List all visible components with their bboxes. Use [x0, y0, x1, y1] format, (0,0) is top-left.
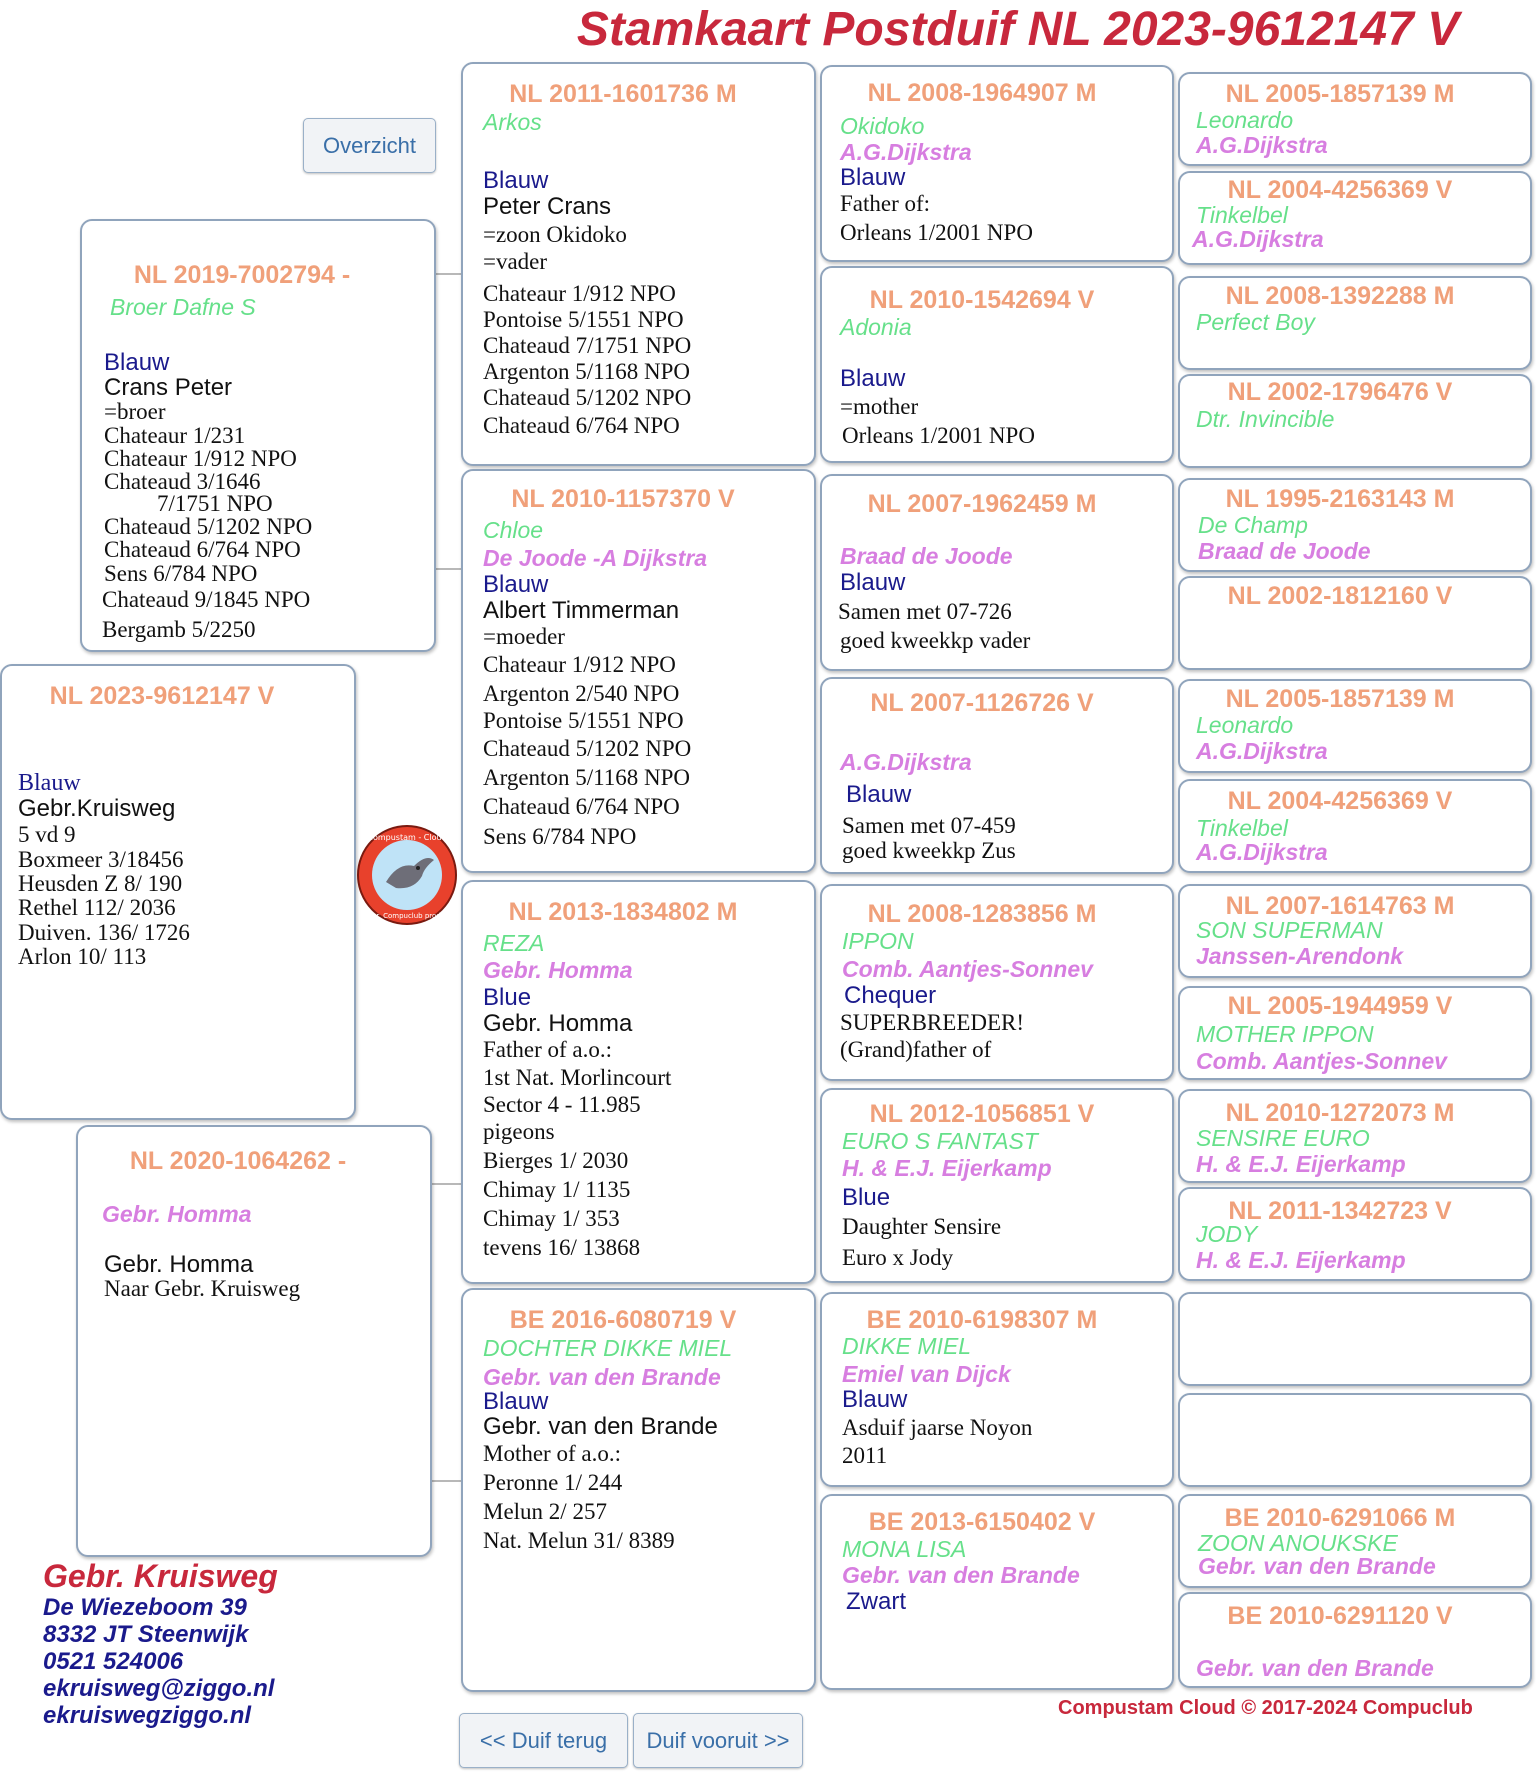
ring-number: NL 1995-2163143 M	[1225, 485, 1455, 513]
pigeon-name: Leonardo	[1196, 107, 1294, 133]
result-line: Samen met 07-459	[842, 813, 1016, 838]
result-line: Daughter Sensire	[842, 1214, 1002, 1239]
pigeon-name: Arkos	[483, 109, 542, 135]
pigeon-breeder: De Joode -A Dijkstra	[483, 545, 708, 571]
ring-number: NL 2008-1283856 M	[867, 900, 1097, 928]
ring-number: NL 2004-4256369 V	[1227, 787, 1453, 815]
result-line: Duiven. 136/ 1726	[18, 920, 190, 945]
ring-number: BE 2013-6150402 V	[868, 1508, 1096, 1536]
pigeon-card-subject[interactable]	[0, 664, 356, 1120]
next-pigeon-button[interactable]: Duif vooruit >>	[633, 1713, 803, 1768]
pigeon-card-gen3-6[interactable]	[820, 1088, 1174, 1283]
pigeon-breeder: Gebr. van den Brande	[1196, 1655, 1434, 1681]
pigeon-card-dam-sire[interactable]	[461, 880, 816, 1284]
pigeon-card-gen3-4[interactable]	[820, 677, 1174, 874]
owner-contact	[43, 1558, 278, 1729]
result-line: Chateaud 6/764 NPO	[483, 794, 680, 819]
copyright: Compustam Cloud © 2017-2024 Compuclub	[1058, 1697, 1473, 1719]
pigeon-owner: Albert Timmerman	[483, 597, 680, 624]
pigeon-owner: Gebr. Homma	[483, 1010, 633, 1037]
owner-email[interactable]: ekruisweg@ziggo.nl	[43, 1675, 275, 1702]
pigeon-card-gen4-13[interactable]	[1178, 1292, 1532, 1386]
pigeon-card-gen3-7[interactable]	[820, 1292, 1174, 1487]
pigeon-card-dam[interactable]	[76, 1125, 432, 1557]
result-line: Euro x Jody	[842, 1245, 954, 1270]
result-line: 5 vd 9	[18, 822, 76, 847]
owner-phone: 0521 524006	[43, 1648, 184, 1675]
ring-number: NL 2023-9612147 V	[49, 682, 275, 710]
pigeon-color: Chequer	[844, 982, 937, 1009]
pigeon-breeder: Gebr. Homma	[102, 1201, 252, 1227]
pigeon-card-gen4-11[interactable]	[1178, 1089, 1532, 1183]
ring-number: NL 2008-1964907 M	[867, 79, 1097, 107]
pigeon-name: De Champ	[1198, 512, 1308, 538]
ring-number: NL 2007-1614763 M	[1225, 892, 1455, 920]
pigeon-name: DOCHTER DIKKE MIEL	[483, 1335, 733, 1361]
pigeon-breeder: A.G.Dijkstra	[840, 749, 972, 775]
ring-number: BE 2010-6291120 V	[1227, 1602, 1453, 1630]
pigeon-name: MONA LISA	[842, 1536, 967, 1562]
result-line: Chimay 1/ 1135	[483, 1177, 631, 1202]
ring-number: NL 2007-1126726 V	[870, 689, 1094, 717]
result-line: Chateaud 3/1646	[104, 469, 261, 494]
result-line: Orleans 1/2001 NPO	[842, 423, 1035, 448]
ring-number: NL 2005-1944959 V	[1227, 992, 1453, 1020]
result-line: =mother	[840, 394, 919, 419]
result-line: tevens 16/ 13868	[483, 1235, 641, 1260]
pigeon-breeder: A.G.Dijkstra	[840, 139, 972, 165]
result-line: Chateaur 1/231	[104, 423, 246, 448]
pigeon-color: Blauw	[846, 781, 912, 808]
pigeon-name: MOTHER IPPON	[1196, 1021, 1374, 1047]
pigeon-card-gen4-16[interactable]	[1178, 1592, 1532, 1688]
pigeon-color: Blue	[842, 1184, 891, 1211]
pigeon-name: IPPON	[842, 928, 914, 954]
owner-street: De Wiezeboom 39	[43, 1594, 247, 1621]
result-line: Father of:	[840, 191, 931, 216]
pigeon-name: Leonardo	[1196, 712, 1294, 738]
compustam-logo-icon	[356, 824, 458, 926]
pigeon-card-gen4-6[interactable]	[1178, 576, 1532, 670]
pigeon-card-gen4-15[interactable]	[1178, 1494, 1532, 1588]
ring-number: NL 2011-1601736 M	[509, 80, 737, 108]
connector-dam-dam	[430, 1480, 462, 1482]
pigeon-owner: Peter Crans	[483, 193, 612, 220]
pigeon-breeder: H. & E.J. Eijerkamp	[1196, 1151, 1406, 1177]
ring-number: NL 2019-7002794 -	[133, 261, 351, 289]
pigeon-card-gen4-5[interactable]	[1178, 478, 1532, 572]
pigeon-name: Tinkelbel	[1196, 202, 1288, 228]
ring-number: NL 2004-4256369 V	[1227, 176, 1453, 204]
pigeon-name: Broer Dafne S	[110, 294, 256, 320]
result-line: Asduif jaarse Noyon	[842, 1415, 1033, 1440]
pigeon-color: Blauw	[18, 770, 81, 796]
result-line: Melun 2/ 257	[483, 1499, 607, 1524]
pigeon-breeder: H. & E.J. Eijerkamp	[1196, 1247, 1406, 1273]
prev-pigeon-button[interactable]: << Duif terug	[459, 1713, 628, 1768]
pigeon-color: Blauw	[104, 349, 170, 376]
result-line: Chateaur 1/912 NPO	[483, 652, 676, 677]
result-line: 7/1751 NPO	[157, 491, 273, 516]
pigeon-color: Blauw	[483, 1388, 549, 1415]
ring-number: NL 2012-1056851 V	[869, 1100, 1095, 1128]
result-line: Father of a.o.:	[483, 1037, 613, 1062]
ring-number: NL 2020-1064262 -	[129, 1147, 347, 1175]
pigeon-name: JODY	[1196, 1221, 1258, 1247]
ring-number: NL 2002-1796476 V	[1227, 378, 1453, 406]
connector-sire	[434, 273, 462, 275]
pigeon-card-gen4-12[interactable]	[1178, 1187, 1532, 1281]
pigeon-card-gen3-3[interactable]	[820, 474, 1174, 671]
pigeon-breeder: A.G.Dijkstra	[1196, 132, 1328, 158]
result-line: Bierges 1/ 2030	[483, 1148, 629, 1173]
page-title: Stamkaart Postduif NL 2023-9612147 V	[576, 3, 1460, 56]
connector-sire-dam	[434, 568, 462, 570]
pigeon-breeder: Comb. Aantjes-Sonnev	[1196, 1048, 1447, 1074]
ring-number: NL 2005-1857139 M	[1225, 80, 1455, 108]
result-line: Samen met 07-726	[838, 599, 1012, 624]
pigeon-name: Okidoko	[840, 113, 925, 139]
pigeon-breeder: Gebr. van den Brande	[842, 1562, 1080, 1588]
ring-number: NL 2010-1542694 V	[869, 286, 1095, 314]
pigeon-color: Blauw	[842, 1386, 908, 1413]
pigeon-color: Blauw	[840, 365, 906, 392]
pigeon-owner: Gebr.Kruisweg	[18, 795, 176, 822]
result-line: (Grand)father of	[840, 1037, 992, 1062]
pigeon-name: SENSIRE EURO	[1196, 1125, 1370, 1151]
result-line: Chimay 1/ 353	[483, 1206, 620, 1231]
result-line: Chateaud 7/1751 NPO	[483, 333, 692, 358]
result-line: Chateaud 9/1845 NPO	[102, 587, 311, 612]
pigeon-name: Adonia	[840, 314, 912, 340]
ring-number: NL 2013-1834802 M	[508, 898, 738, 926]
result-line: goed kweekkp vader	[840, 628, 1031, 653]
pigeon-color: Blue	[483, 984, 532, 1011]
pigeon-breeder: A.G.Dijkstra	[1192, 226, 1324, 252]
result-line: Arlon 10/ 113	[18, 944, 147, 969]
result-line: Chateaur 1/912 NPO	[483, 281, 676, 306]
result-line: Chateaud 5/1202 NPO	[483, 736, 692, 761]
overview-button[interactable]: Overzicht	[303, 118, 436, 173]
pigeon-color: Blauw	[840, 569, 906, 596]
result-line: goed kweekkp Zus	[842, 838, 1016, 863]
pigeon-card-gen3-8[interactable]	[820, 1494, 1174, 1690]
connector-dam	[430, 1183, 462, 1185]
result-line: Peronne 1/ 244	[483, 1470, 623, 1495]
pigeon-color: Zwart	[846, 1588, 906, 1615]
pigeon-card-gen4-2[interactable]	[1178, 171, 1532, 265]
ring-number: NL 2007-1962459 M	[867, 490, 1097, 518]
result-line: Heusden Z 8/ 190	[18, 871, 183, 896]
pigeon-name: EURO S FANTAST	[842, 1128, 1038, 1154]
pigeon-card-gen3-2[interactable]	[820, 266, 1174, 463]
pigeon-card-gen4-14[interactable]	[1178, 1393, 1532, 1487]
owner-website[interactable]: ekruiswegziggo.nl	[43, 1702, 252, 1729]
pigeon-card-sire[interactable]	[80, 219, 436, 652]
result-line: Chateaud 5/1202 NPO	[483, 385, 692, 410]
ring-number: NL 2005-1857139 M	[1225, 685, 1455, 713]
ring-number: BE 2016-6080719 V	[509, 1306, 737, 1334]
ring-number: BE 2010-6198307 M	[866, 1306, 1098, 1334]
result-line: Chateaud 6/764 NPO	[104, 537, 301, 562]
pigeon-card-gen4-9[interactable]	[1178, 884, 1532, 978]
result-line: 1st Nat. Morlincourt	[483, 1065, 672, 1090]
pigeon-breeder: H. & E.J. Eijerkamp	[842, 1155, 1052, 1181]
ring-number: NL 2010-1272073 M	[1225, 1099, 1455, 1127]
pigeon-breeder: Janssen-Arendonk	[1196, 943, 1404, 969]
pigeon-name: Dtr. Invincible	[1196, 406, 1335, 432]
pigeon-card-gen4-7[interactable]	[1178, 679, 1532, 773]
owner-name: Gebr. Kruisweg	[43, 1558, 278, 1594]
pigeon-owner: Gebr. Homma	[104, 1251, 254, 1278]
logo-text-bottom: Gebr. Compuclub product	[362, 912, 452, 920]
result-line: Sens 6/784 NPO	[483, 824, 637, 849]
pigeon-card-gen4-10[interactable]	[1178, 986, 1532, 1080]
pigeon-name: SON SUPERMAN	[1196, 917, 1383, 943]
ring-number: NL 2002-1812160 V	[1227, 582, 1453, 610]
result-line: Mother of a.o.:	[483, 1441, 621, 1466]
result-line: Argenton 5/1168 NPO	[483, 765, 690, 790]
pigeon-color: Blauw	[840, 164, 906, 191]
result-line: Sector 4 - 11.985	[483, 1092, 641, 1117]
pigeon-breeder: A.G.Dijkstra	[1196, 839, 1328, 865]
result-line: =broer	[104, 399, 166, 424]
result-line: Rethel 112/ 2036	[18, 895, 176, 920]
pigeon-card-sire-dam[interactable]	[461, 469, 816, 873]
pigeon-color: Blauw	[483, 167, 549, 194]
result-line: Orleans 1/2001 NPO	[840, 220, 1033, 245]
result-line: =moeder	[483, 624, 565, 649]
pigeon-card-gen4-4[interactable]	[1178, 374, 1532, 468]
pigeon-name: Perfect Boy	[1196, 309, 1315, 335]
pigeon-breeder: Gebr. Homma	[483, 957, 633, 983]
result-line: SUPERBREEDER!	[840, 1010, 1025, 1035]
pigeon-breeder: Gebr. van den Brande	[1198, 1553, 1436, 1579]
pigeon-card-gen3-1[interactable]	[820, 65, 1174, 262]
result-line: Chateaud 5/1202 NPO	[104, 514, 313, 539]
pigeon-card-gen3-5[interactable]	[820, 884, 1174, 1081]
pigeon-name: Chloe	[483, 517, 544, 543]
pigeon-breeder: Emiel van Dijck	[842, 1361, 1011, 1387]
pigeon-card-gen4-8[interactable]	[1178, 779, 1532, 873]
result-line: Chateaud 6/764 NPO	[483, 413, 680, 438]
pigeon-breeder: Braad de Joode	[840, 543, 1013, 569]
ring-number: NL 2011-1342723 V	[1228, 1197, 1452, 1225]
result-line: Boxmeer 3/18456	[18, 847, 184, 872]
logo-text-top: Compustam - Cloud	[367, 833, 447, 842]
result-line: =vader	[483, 249, 548, 274]
pigeon-breeder: Braad de Joode	[1198, 538, 1371, 564]
result-line: 2011	[842, 1443, 888, 1468]
pigeon-name: ZOON ANOUKSKE	[1198, 1530, 1398, 1556]
result-line: Chateaur 1/912 NPO	[104, 446, 297, 471]
pigeon-card-dam-dam[interactable]	[461, 1288, 816, 1692]
pigeon-owner: Gebr. van den Brande	[483, 1413, 718, 1440]
ring-number: NL 2008-1392288 M	[1225, 282, 1455, 310]
pigeon-card-gen4-1[interactable]	[1178, 72, 1532, 166]
pigeon-name: Tinkelbel	[1196, 815, 1288, 841]
ring-number: NL 2010-1157370 V	[511, 485, 735, 513]
pigeon-name: REZA	[483, 930, 545, 956]
result-line: Argenton 2/540 NPO	[483, 681, 680, 706]
result-line: =zoon Okidoko	[483, 222, 627, 247]
pigeon-name: DIKKE MIEL	[842, 1333, 972, 1359]
pigeon-owner: Crans Peter	[104, 374, 233, 401]
pigeon-breeder: Comb. Aantjes-Sonnev	[842, 956, 1093, 982]
result-line: Sens 6/784 NPO	[104, 561, 258, 586]
result-line: Bergamb 5/2250	[102, 617, 256, 642]
result-line: Pontoise 5/1551 NPO	[483, 307, 684, 332]
pigeon-card-sire-sire[interactable]	[461, 62, 816, 466]
pigeon-breeder: A.G.Dijkstra	[1196, 738, 1328, 764]
result-line: Nat. Melun 31/ 8389	[483, 1528, 675, 1553]
ring-number: BE 2010-6291066 M	[1224, 1504, 1456, 1532]
pigeon-breeder: Gebr. van den Brande	[483, 1364, 721, 1390]
result-line: Naar Gebr. Kruisweg	[104, 1276, 301, 1301]
result-line: Argenton 5/1168 NPO	[483, 359, 690, 384]
owner-city: 8332 JT Steenwijk	[43, 1621, 249, 1648]
result-line: pigeons	[483, 1119, 555, 1144]
pigeon-card-gen4-3[interactable]	[1178, 276, 1532, 370]
pigeon-color: Blauw	[483, 571, 549, 598]
result-line: Pontoise 5/1551 NPO	[483, 708, 684, 733]
